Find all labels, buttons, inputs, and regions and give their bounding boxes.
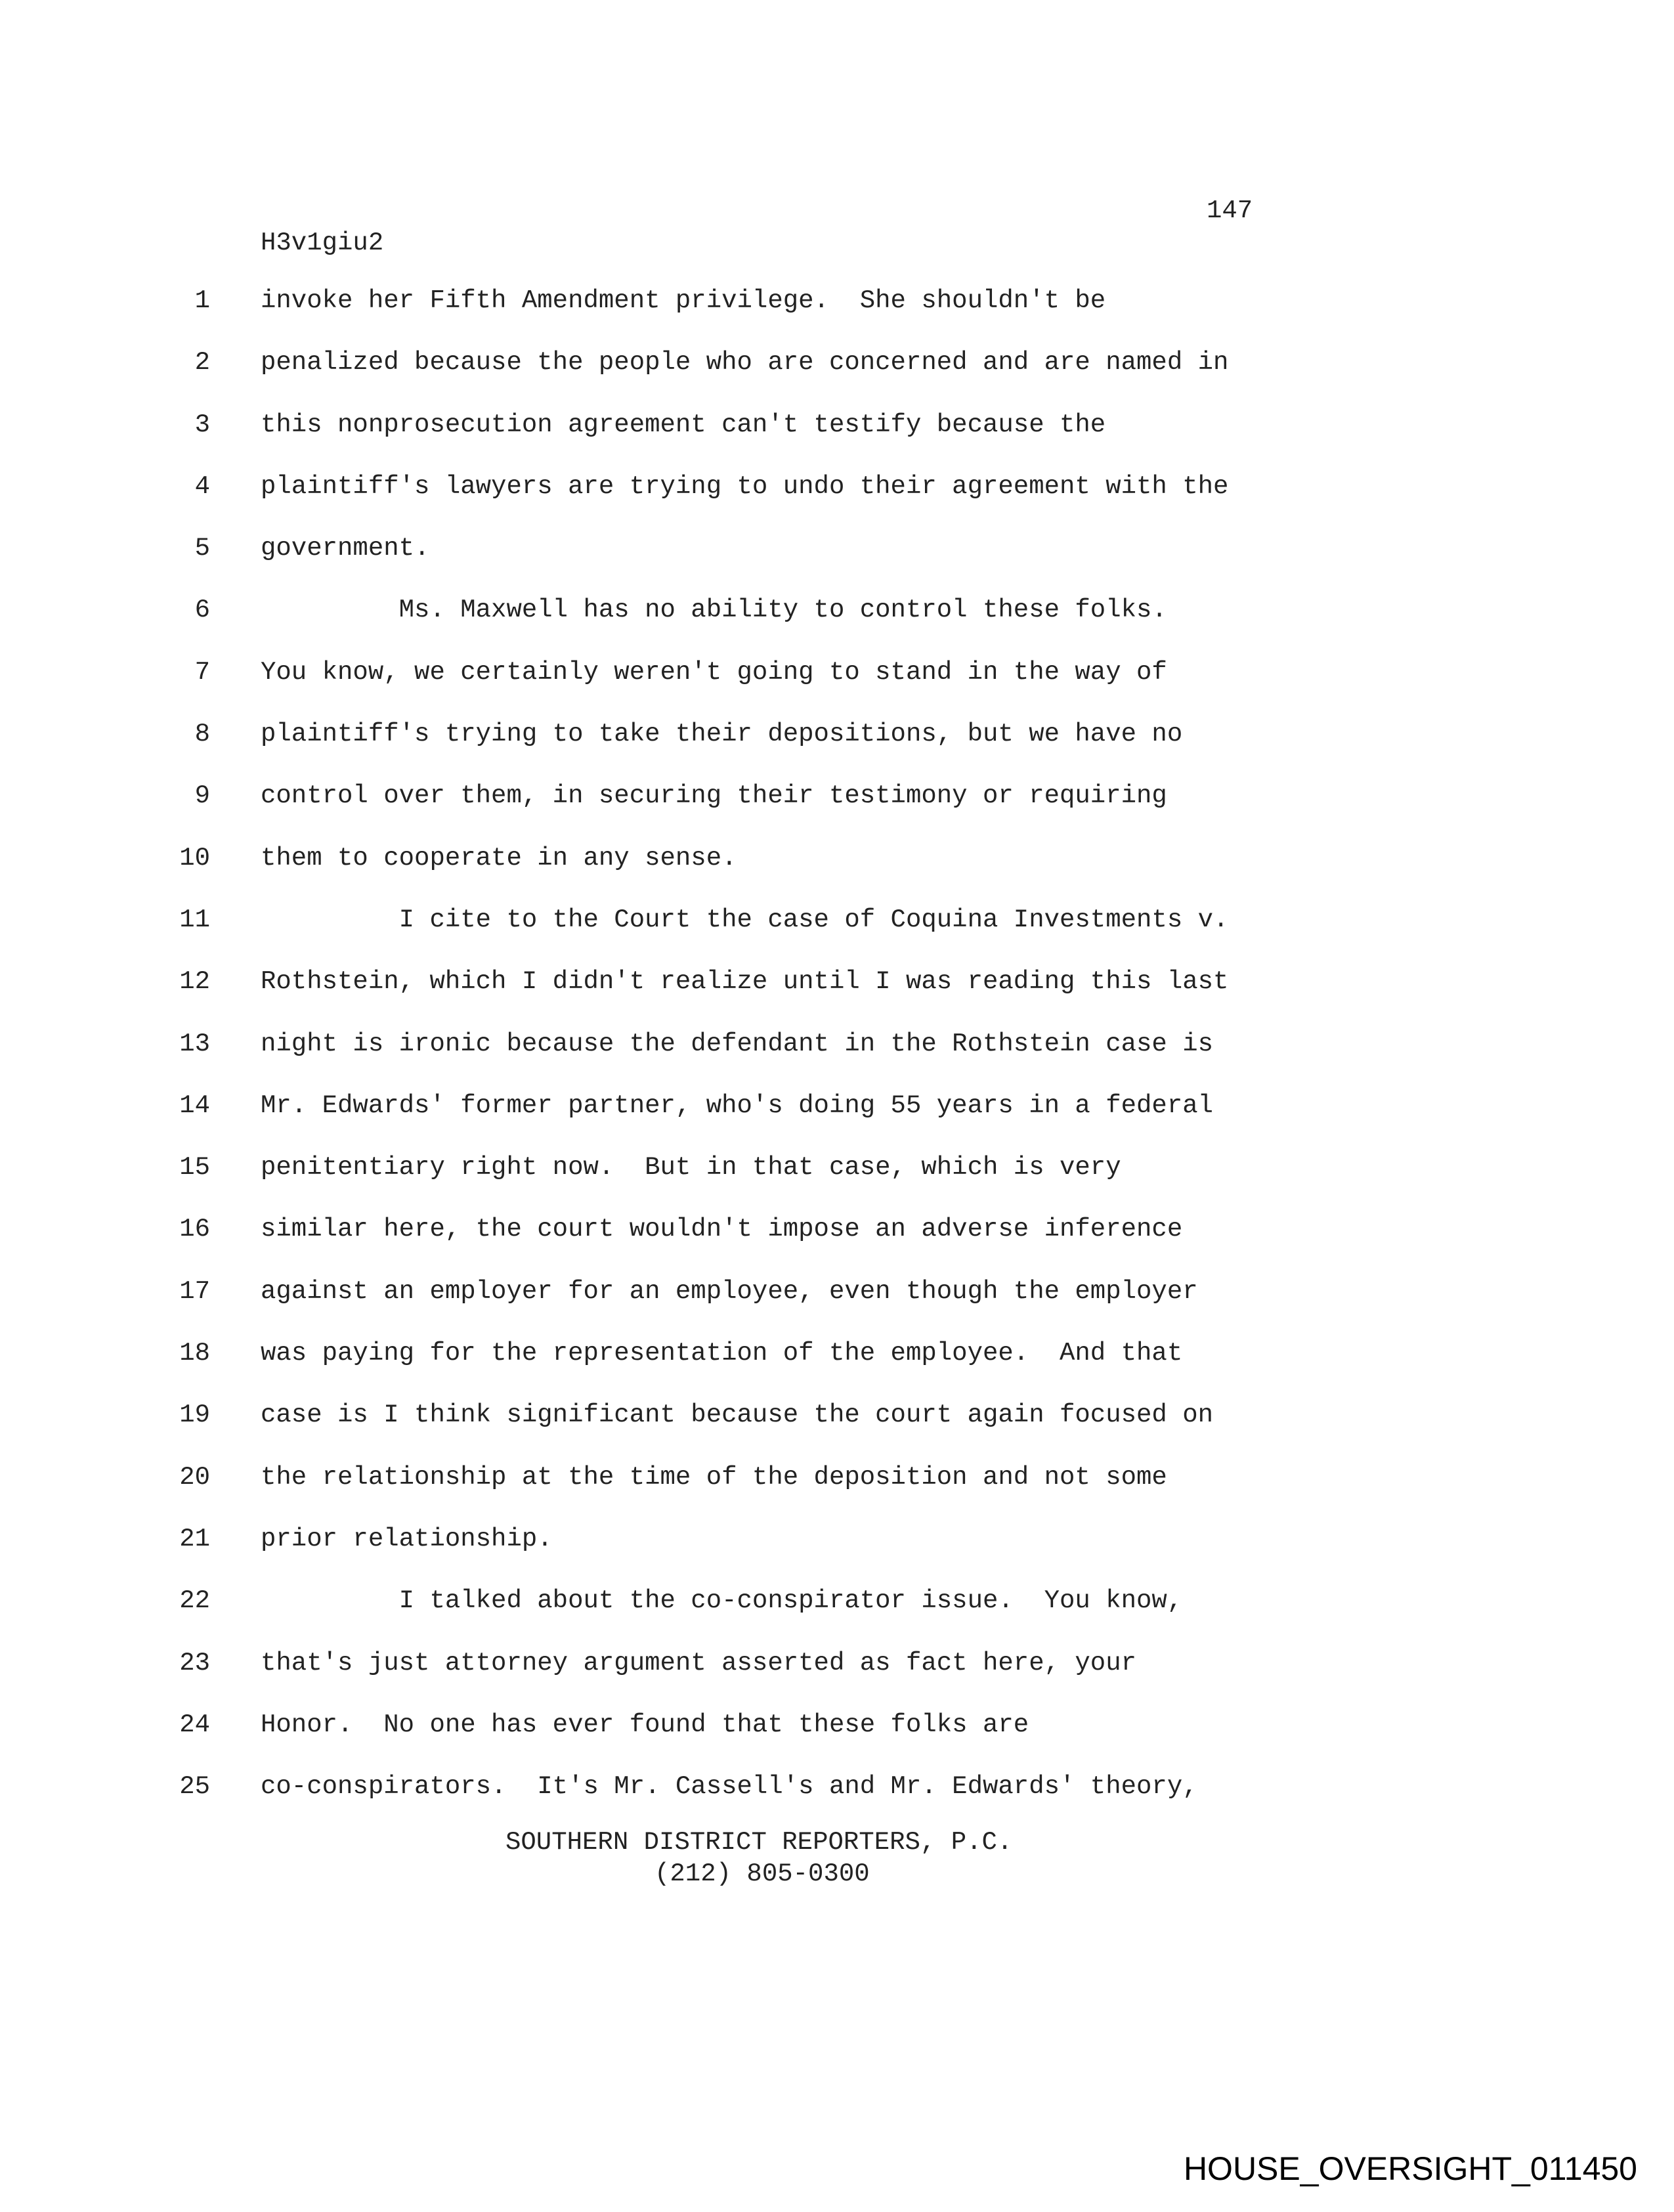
transcript-line xyxy=(0,1337,1674,1399)
transcript-line xyxy=(0,346,1674,408)
line-number: 22 xyxy=(179,1586,210,1616)
line-number: 24 xyxy=(179,1710,210,1739)
line-text: invoke her Fifth Amendment privilege. She shouldn't be xyxy=(261,286,1106,315)
line-text: similar here, the court wouldn't impose an adverse inference xyxy=(261,1215,1183,1244)
transcript-line xyxy=(0,1523,1674,1584)
transcript-line xyxy=(0,656,1674,718)
case-id: H3v1giu2 xyxy=(261,228,384,257)
line-number: 6 xyxy=(194,596,210,625)
line-text: I talked about the co-conspirator issue. You know, xyxy=(261,1586,1183,1616)
line-number: 3 xyxy=(194,410,210,439)
line-text: Honor. No one has ever found that these folks are xyxy=(261,1710,1029,1739)
transcript-line xyxy=(0,532,1674,594)
reporter-name: SOUTHERN DISTRICT REPORTERS, P.C. xyxy=(505,1828,1013,1857)
line-number: 13 xyxy=(179,1029,210,1058)
bates-number: HOUSE_OVERSIGHT_011450 xyxy=(1183,2150,1637,2187)
transcript-line xyxy=(0,1708,1674,1770)
line-number: 4 xyxy=(194,471,210,501)
transcript-body xyxy=(0,284,1674,1832)
line-text: plaintiff's lawyers are trying to undo their agreement with the xyxy=(261,471,1229,501)
line-number: 21 xyxy=(179,1524,210,1553)
transcript-line xyxy=(0,779,1674,841)
transcript-line xyxy=(0,965,1674,1027)
line-number: 9 xyxy=(194,781,210,811)
line-number: 25 xyxy=(179,1772,210,1802)
line-text: night is ironic because the defendant in the Rothstein case is xyxy=(261,1029,1214,1058)
transcript-line xyxy=(0,1647,1674,1708)
transcript-line xyxy=(0,1213,1674,1274)
transcript-line xyxy=(0,1770,1674,1832)
transcript-line xyxy=(0,470,1674,532)
line-text: control over them, in securing their testimony or requiring xyxy=(261,781,1167,811)
transcript-line xyxy=(0,284,1674,346)
line-number: 20 xyxy=(179,1462,210,1492)
line-text: the relationship at the time of the deposition and not some xyxy=(261,1462,1167,1492)
transcript-line xyxy=(0,1584,1674,1646)
line-number: 14 xyxy=(179,1091,210,1120)
page-number: 147 xyxy=(1207,196,1253,225)
line-number: 16 xyxy=(179,1215,210,1244)
line-number: 12 xyxy=(179,967,210,997)
transcript-line xyxy=(0,903,1674,965)
line-text: case is I think significant because the court again focused on xyxy=(261,1400,1214,1430)
line-text: plaintiff's trying to take their depositions, but we have no xyxy=(261,720,1183,749)
line-text: co-conspirators. It's Mr. Cassell's and Mr. Edwards' theory, xyxy=(261,1772,1198,1802)
line-number: 18 xyxy=(179,1339,210,1368)
transcript-line xyxy=(0,594,1674,655)
line-text: You know, we certainly weren't going to stand in the way of xyxy=(261,657,1167,687)
line-number: 23 xyxy=(179,1648,210,1678)
line-number: 5 xyxy=(194,534,210,563)
line-text: Ms. Maxwell has no ability to control these folks. xyxy=(261,596,1167,625)
transcript-line xyxy=(0,718,1674,779)
reporter-phone: (212) 805-0300 xyxy=(655,1859,870,1888)
transcript-line xyxy=(0,1028,1674,1089)
transcript-line xyxy=(0,408,1674,470)
line-number: 19 xyxy=(179,1400,210,1430)
line-text: against an employer for an employee, even though the employer xyxy=(261,1276,1198,1306)
line-number: 17 xyxy=(179,1276,210,1306)
line-number: 1 xyxy=(194,286,210,315)
line-number: 15 xyxy=(179,1153,210,1182)
line-text: was paying for the representation of the employee. And that xyxy=(261,1339,1183,1368)
line-text: them to cooperate in any sense. xyxy=(261,843,737,873)
line-text: penalized because the people who are concerned and are named in xyxy=(261,348,1229,378)
line-text: government. xyxy=(261,534,430,563)
line-number: 11 xyxy=(179,905,210,934)
line-text: penitentiary right now. But in that case, which is very xyxy=(261,1153,1121,1182)
line-text: Mr. Edwards' former partner, who's doing 55 years in a federal xyxy=(261,1091,1214,1120)
transcript-line xyxy=(0,1089,1674,1151)
line-text: that's just attorney argument asserted as fact here, your xyxy=(261,1648,1137,1678)
line-text: this nonprosecution agreement can't testify because the xyxy=(261,410,1106,439)
line-number: 2 xyxy=(194,348,210,378)
line-number: 7 xyxy=(194,657,210,687)
transcript-line xyxy=(0,842,1674,903)
transcript-line xyxy=(0,1151,1674,1213)
transcript-line xyxy=(0,1275,1674,1337)
line-number: 10 xyxy=(179,843,210,873)
transcript-line xyxy=(0,1461,1674,1523)
transcript-line xyxy=(0,1399,1674,1460)
line-number: 8 xyxy=(194,720,210,749)
line-text: I cite to the Court the case of Coquina Investments v. xyxy=(261,905,1229,934)
line-text: Rothstein, which I didn't realize until I was reading this last xyxy=(261,967,1229,997)
line-text: prior relationship. xyxy=(261,1524,553,1553)
